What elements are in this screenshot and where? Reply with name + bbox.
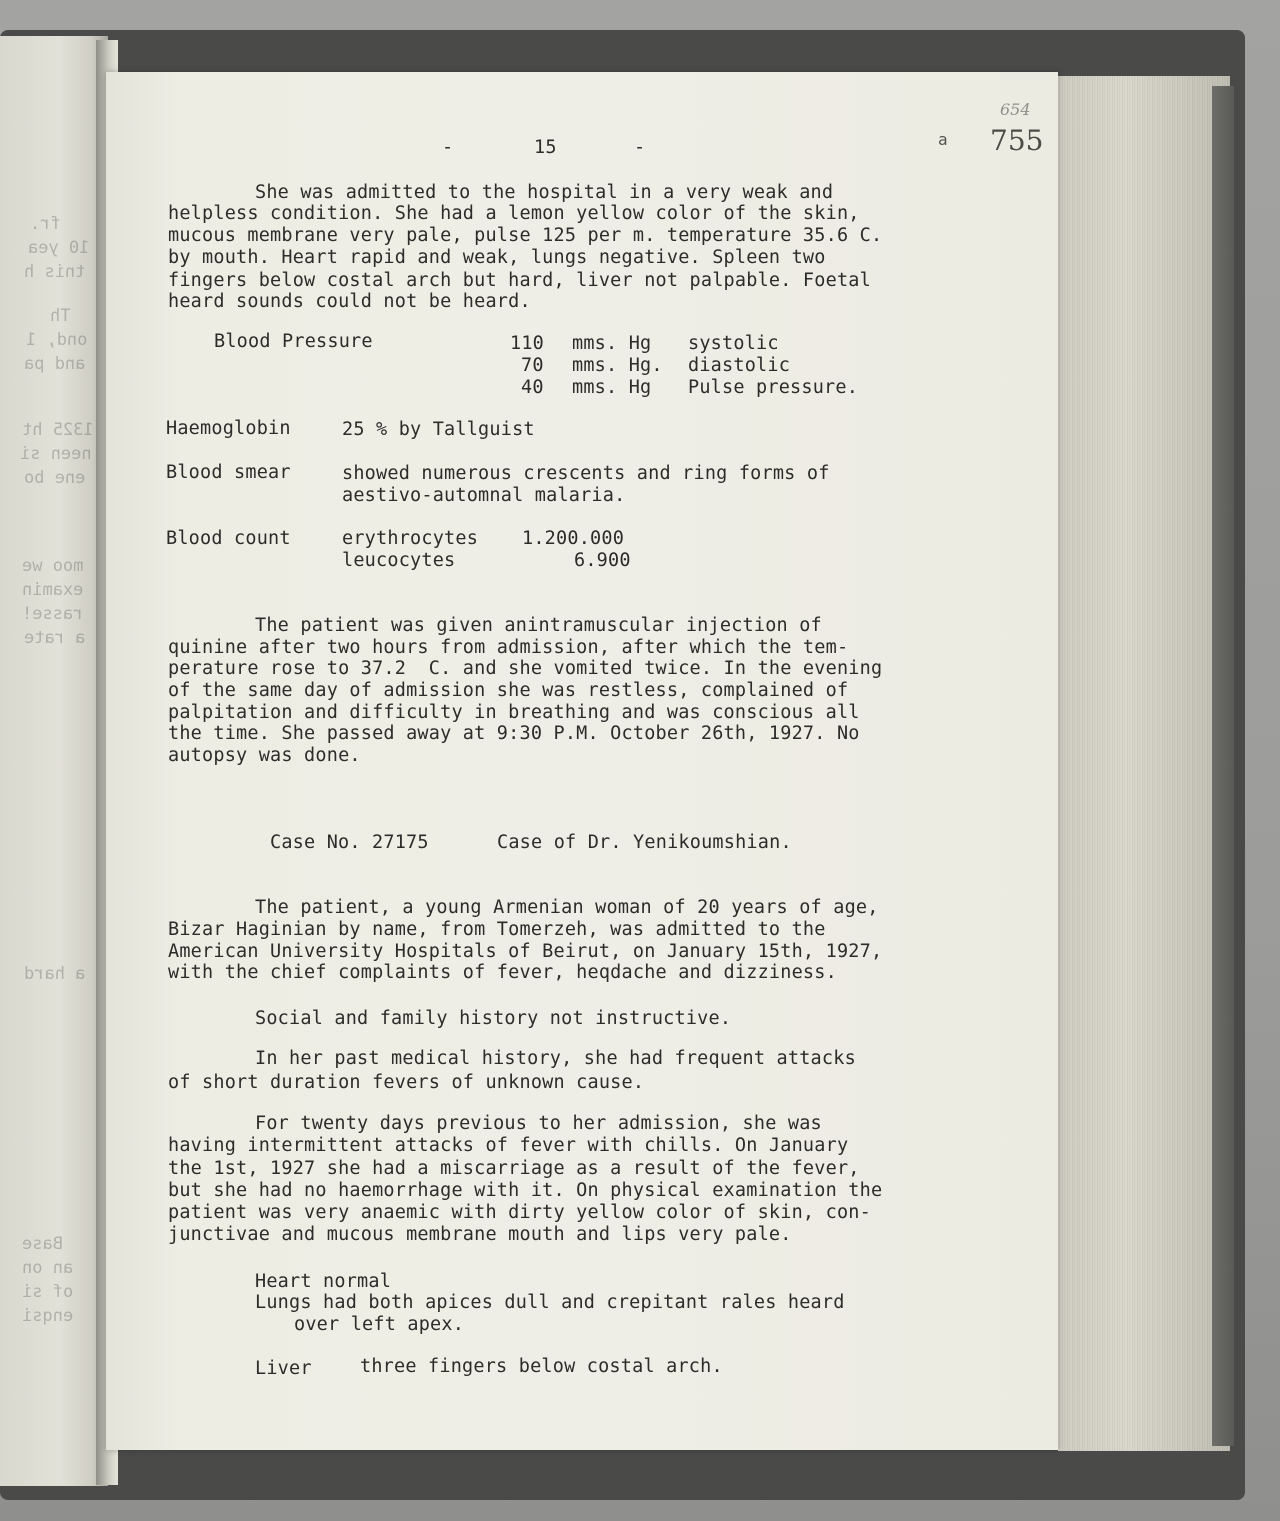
- left-ghost-text: and pa: [24, 354, 86, 374]
- present-illness-line: patient was very anaemic with dirty yellow color of skin, con-: [168, 1202, 871, 1223]
- course-line: autopsy was done.: [168, 745, 361, 766]
- exam-liver-value: three fingers below costal arch.: [360, 1356, 723, 1377]
- header-dash-left: -: [442, 137, 454, 158]
- exam-lungs-continued: over left apex.: [294, 1314, 465, 1335]
- course-line: of the same day of admission she was restless, complained of: [168, 680, 849, 701]
- blood-count-value: 1.200.000: [522, 528, 625, 549]
- left-ghost-text: 1325 ht: [22, 420, 94, 440]
- patient-line: American University Hospitals of Beirut, on January 15th, 1927,: [168, 941, 883, 962]
- social-history: Social and family history not instructive.: [255, 1008, 732, 1029]
- present-illness-line: but she had no haemorrhage with it. On physical examination the: [168, 1180, 883, 1201]
- bp-unit: mms. Hg: [572, 377, 652, 398]
- back-cover-edge: [1212, 86, 1234, 1446]
- present-illness-line: For twenty days previous to her admission, she was: [255, 1113, 822, 1134]
- blood-count-name: erythrocytes: [342, 528, 479, 549]
- bp-desc: diastolic: [688, 355, 791, 376]
- page-block-shade: [1058, 76, 1230, 1451]
- bp-unit: mms. Hg: [572, 333, 652, 354]
- header-dash-right: -: [634, 137, 646, 158]
- stamped-page-number: 755: [990, 124, 1044, 157]
- admission-line: heard sounds could not be heard.: [168, 291, 531, 312]
- admission-line: helpless condition. She had a lemon yellow color of the skin,: [168, 203, 860, 224]
- left-ghost-text: fr.: [30, 214, 61, 234]
- course-line: the time. She passed away at 9:30 P.M. October 26th, 1927. No: [168, 723, 860, 744]
- exam-liver-label: Liver: [255, 1358, 312, 1379]
- left-ghost-text: of si: [22, 1282, 74, 1302]
- admission-line: She was admitted to the hospital in a very weak and: [255, 182, 834, 203]
- left-ghost-text: enqsi: [22, 1306, 74, 1326]
- blood-pressure-label: Blood Pressure: [214, 331, 373, 352]
- past-history-line: of short duration fevers of unknown cause.: [168, 1072, 645, 1093]
- admission-line: mucous membrane very pale, pulse 125 per m. temperature 35.6 C.: [168, 225, 883, 246]
- left-ghost-text: Th: [50, 306, 71, 326]
- stamp-mark: a: [938, 130, 948, 149]
- left-ghost-text: ond, 1: [26, 330, 88, 350]
- past-history-line: In her past medical history, she had frequent attacks: [255, 1048, 856, 1069]
- left-ghost-text: 10 yea: [28, 238, 90, 258]
- blood-count-value: 6.900: [574, 550, 631, 571]
- left-facing-page: [0, 36, 108, 1486]
- pencil-page-number: 654: [1000, 100, 1031, 119]
- left-ghost-text: an on: [22, 1258, 74, 1278]
- haemoglobin-label: Haemoglobin: [166, 418, 291, 439]
- patient-line: Bizar Haginian by name, from Tomerzeh, was admitted to the: [168, 919, 826, 940]
- blood-count-label: Blood count: [166, 528, 291, 549]
- present-illness-line: having intermittent attacks of fever with chills. On January: [168, 1135, 849, 1156]
- left-ghost-text: tnis h: [24, 262, 86, 282]
- left-ghost-text: a rate: [24, 628, 86, 648]
- case-number: Case No. 27175: [270, 832, 429, 853]
- bp-value: 70: [521, 355, 544, 376]
- bp-desc: Pulse pressure.: [688, 377, 859, 398]
- present-illness-line: junctivae and mucous membrane mouth and lips very pale.: [168, 1224, 792, 1245]
- left-ghost-text: a hard: [24, 964, 86, 984]
- blood-smear-label: Blood smear: [166, 462, 291, 483]
- blood-count-name: leucocytes: [342, 550, 456, 571]
- course-line: quinine after two hours from admission, after which the tem-: [168, 637, 849, 658]
- case-physician: Case of Dr. Yenikoumshian.: [497, 832, 792, 853]
- bp-unit: mms. Hg.: [572, 355, 663, 376]
- left-ghost-text: neen si: [20, 444, 92, 464]
- blood-smear-line: aestivo-automnal malaria.: [342, 485, 626, 506]
- exam-lungs: Lungs had both apices dull and crepitant rales heard: [255, 1292, 845, 1313]
- course-line: The patient was given anintramuscular injection of: [255, 615, 822, 636]
- admission-line: by mouth. Heart rapid and weak, lungs negative. Spleen two: [168, 247, 826, 268]
- haemoglobin-value: 25 % by Tallguist: [342, 419, 535, 440]
- left-ghost-text: examin: [22, 580, 84, 600]
- left-ghost-text: moo we: [22, 556, 84, 576]
- bp-desc: systolic: [688, 333, 779, 354]
- left-ghost-text: ene bo: [24, 468, 86, 488]
- course-line: perature rose to 37.2 C. and she vomited twice. In the evening: [168, 658, 883, 679]
- patient-line: The patient, a young Armenian woman of 20 years of age,: [255, 897, 879, 918]
- admission-line: fingers below costal arch but hard, liver not palpable. Foetal: [168, 270, 871, 291]
- present-illness-line: the 1st, 1927 she had a miscarriage as a result of the fever,: [168, 1158, 860, 1179]
- patient-line: with the chief complaints of fever, heqdache and dizziness.: [168, 962, 837, 983]
- blood-smear-line: showed numerous crescents and ring forms of: [342, 463, 830, 484]
- left-ghost-text: Base: [22, 1234, 63, 1254]
- exam-heart: Heart normal: [255, 1271, 392, 1292]
- bp-value: 110: [510, 333, 545, 354]
- left-ghost-text: rasse!: [22, 604, 84, 624]
- page-number: 15: [534, 137, 557, 158]
- bp-value: 40: [521, 377, 544, 398]
- course-line: palpitation and difficulty in breathing and was conscious all: [168, 702, 860, 723]
